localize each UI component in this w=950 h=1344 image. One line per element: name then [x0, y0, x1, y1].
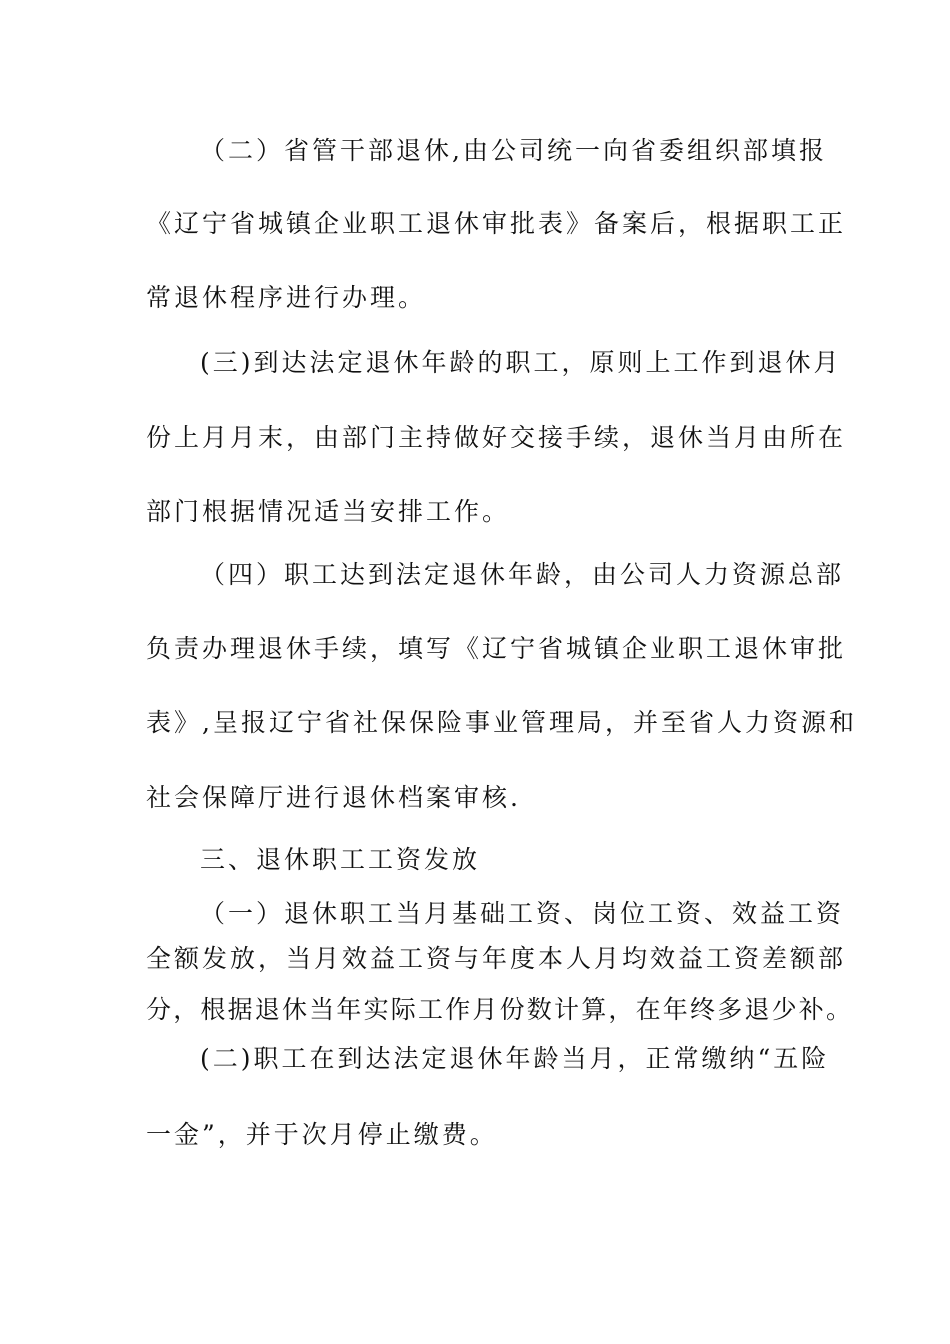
paragraph-line: 常退休程序进行办理。 — [146, 283, 427, 312]
paragraph-line: 一金”，并于次月停止缴费。 — [146, 1120, 498, 1149]
paragraph-line: 部门根据情况适当安排工作。 — [146, 497, 511, 526]
paragraph-line: 分，根据退休当年实际工作月份数计算，在年终多退少补。 — [146, 995, 854, 1024]
paragraph-line: （一）退休职工当月基础工资、岗位工资、效益工资 — [200, 899, 845, 928]
paragraph-line: 全额发放，当月效益工资与年度本人月均效益工资差额部 — [146, 944, 847, 973]
paragraph-line: 份上月月末，由部门主持做好交接手续，退休当月由所在 — [146, 423, 847, 452]
paragraph-line: 负责办理退休手续，填写《辽宁省城镇企业职工退休审批 — [146, 634, 847, 663]
paragraph-line: (二)职工在到达法定退休年龄当月，正常缴纳“五险 — [200, 1044, 830, 1073]
paragraph-line: 社会保障厅进行退休档案审核. — [146, 783, 521, 812]
paragraph-line: （二）省管干部退休,由公司统一向省委组织部填报 — [200, 136, 827, 165]
paragraph-line: 表》,呈报辽宁省社保保险事业管理局，并至省人力资源和 — [146, 708, 857, 737]
paragraph-line: (三)到达法定退休年龄的职工，原则上工作到退休月 — [200, 348, 842, 377]
section-heading: 三、退休职工工资发放 — [200, 845, 481, 874]
paragraph-line: 《辽宁省城镇企业职工退休审批表》备案后，根据职工正 — [146, 209, 847, 238]
paragraph-line: （四）职工达到法定退休年龄，由公司人力资源总部 — [200, 560, 845, 589]
